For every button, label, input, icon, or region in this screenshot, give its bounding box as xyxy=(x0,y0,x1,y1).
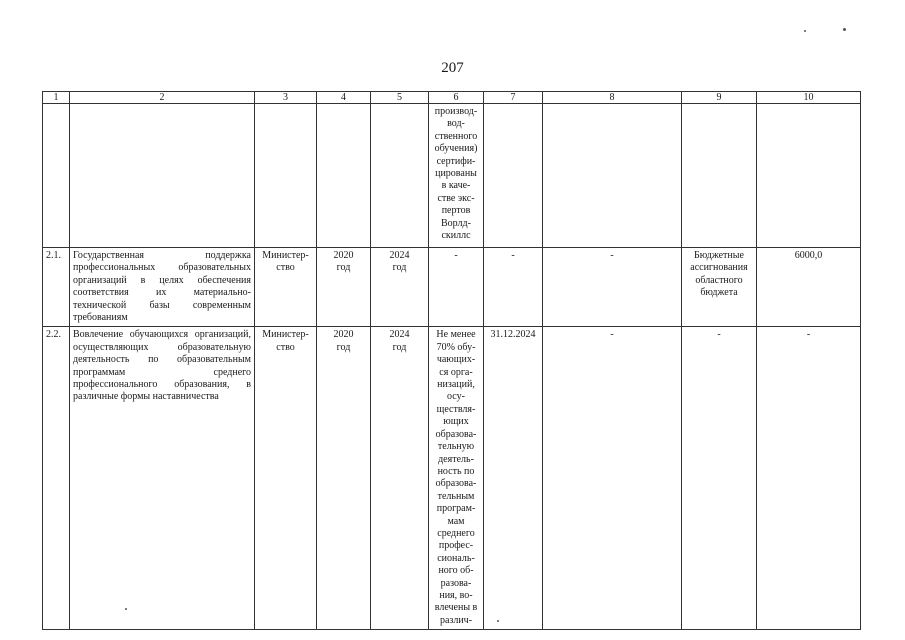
column-number-row xyxy=(43,92,861,104)
scan-speck xyxy=(804,30,806,32)
start-year xyxy=(317,104,371,248)
funding-source xyxy=(682,104,757,248)
column-number: 5 xyxy=(371,92,429,104)
scan-speck xyxy=(843,28,846,31)
row-number xyxy=(43,104,70,248)
column-number: 6 xyxy=(429,92,484,104)
column-8 xyxy=(543,104,682,248)
result-indicator: Не менее 70% обу- чающих- ся орга- низаций, осу- ществля- ющих образова- тельную деятель- ность по образова- тельным програм- мам среднего профес- сиональ- ного об- разова- ния, во- влечены в различ- xyxy=(429,327,484,630)
end-year: 2024 год xyxy=(371,248,429,327)
column-8: - xyxy=(543,248,682,327)
end-year: 2024 год xyxy=(371,327,429,630)
start-year: 2020 год xyxy=(317,327,371,630)
deadline xyxy=(484,104,543,248)
end-year xyxy=(371,104,429,248)
start-year: 2020 год xyxy=(317,248,371,327)
table-row xyxy=(43,327,861,630)
executor: Министер- ство xyxy=(255,248,317,327)
column-number: 3 xyxy=(255,92,317,104)
column-number: 10 xyxy=(757,92,861,104)
column-number: 4 xyxy=(317,92,371,104)
measure-name: Вовлечение обучающихся организаций, осуществляющих образовательную деятельность по образовательным программам среднего профессионального образования, в различные формы наставничества xyxy=(70,327,255,630)
column-number: 1 xyxy=(43,92,70,104)
page-number: 207 xyxy=(441,60,464,76)
row-number: 2.2. xyxy=(43,327,70,630)
row-number: 2.1. xyxy=(43,248,70,327)
funding-amount: 6000,0 xyxy=(757,248,861,327)
scan-speck xyxy=(125,608,127,610)
deadline: - xyxy=(484,248,543,327)
result-indicator: - xyxy=(429,248,484,327)
column-number: 8 xyxy=(543,92,682,104)
plan-table xyxy=(42,91,861,630)
measure-name: Государственная поддержка профессиональных образовательных организаций в целях обеспечения соответствия их материально-технической базы современным требованиям xyxy=(70,248,255,327)
funding-source: Бюджетные ассигнования областного бюджета xyxy=(682,248,757,327)
funding-source: - xyxy=(682,327,757,630)
executor: Министер- ство xyxy=(255,327,317,630)
table-row xyxy=(43,104,861,248)
funding-amount: - xyxy=(757,327,861,630)
scan-speck xyxy=(497,620,499,622)
result-indicator: производ- вод- ственного обучения) сертифи- цированы в каче- стве экс- пертов Ворлд- скиллс xyxy=(429,104,484,248)
column-number: 2 xyxy=(70,92,255,104)
deadline: 31.12.2024 xyxy=(484,327,543,630)
funding-amount xyxy=(757,104,861,248)
column-number: 9 xyxy=(682,92,757,104)
table-row xyxy=(43,248,861,327)
executor xyxy=(255,104,317,248)
column-8: - xyxy=(543,327,682,630)
column-number: 7 xyxy=(484,92,543,104)
measure-name xyxy=(70,104,255,248)
